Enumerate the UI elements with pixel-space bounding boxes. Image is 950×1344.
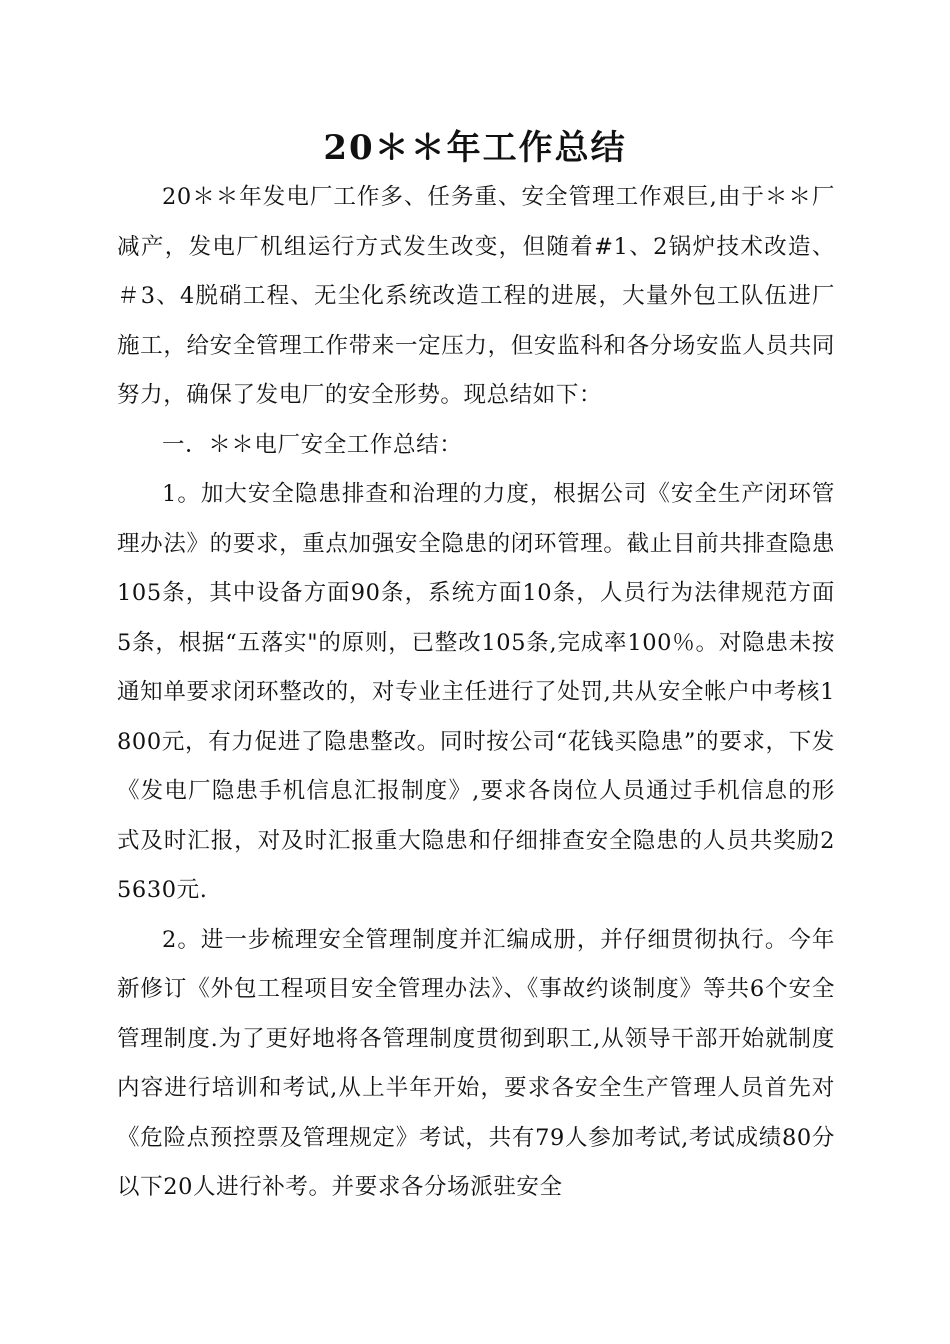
section-heading: 一．＊＊电厂安全工作总结： [162, 431, 463, 458]
document-body [117, 173, 835, 1213]
paragraph-intro: 20＊＊年发电厂工作多、任务重、安全管理工作艰巨,由于＊＊厂减产，发电厂机组运行方式发生改变，但随着#1、2锅炉技术改造、＃3、4脱硝工程、无尘化系统改造工程的进展，大量外包工队伍进厂施工，给安全管理工作带来一定压力，但安监科和各分场安监人员共同努力，确保了发电厂的安全形势。现总结如下： [117, 184, 835, 408]
paragraph-item-2: 2。进一步梳理安全管理制度并汇编成册，并仔细贯彻执行。今年新修订《外包工程项目安全管理办法》、《事故约谈制度》等共6个安全管理制度.为了更好地将各管理制度贯彻到职工,从领导干部开始就制度内容进行培训和考试,从上半年开始，要求各安全生产管理人员首先对《危险点预控票及管理规定》考试，共有79人参加考试,考试成绩80分以下20人进行补考。并要求各分场派驻安全 [117, 926, 835, 1200]
paragraph-item-1: 1。加大安全隐患排查和治理的力度，根据公司《安全生产闭环管理办法》的要求，重点加强安全隐患的闭环管理。截止目前共排查隐患105条，其中设备方面90条，系统方面10条，人员行为法律规范方面5条，根据“五落实"的原则，已整改105条,完成率100％。对隐患未按通知单要求闭环整改的，对专业主任进行了处罚,共从安全帐户中考核1800元，有力促进了隐患整改。同时按公司“花钱买隐患”的要求，下发《发电厂隐患手机信息汇报制度》,要求各岗位人员通过手机信息的形式及时汇报，对及时汇报重大隐患和仔细排查安全隐患的人员共奖励25630元. [117, 481, 835, 903]
document-title: 20＊＊年工作总结 [323, 128, 627, 168]
